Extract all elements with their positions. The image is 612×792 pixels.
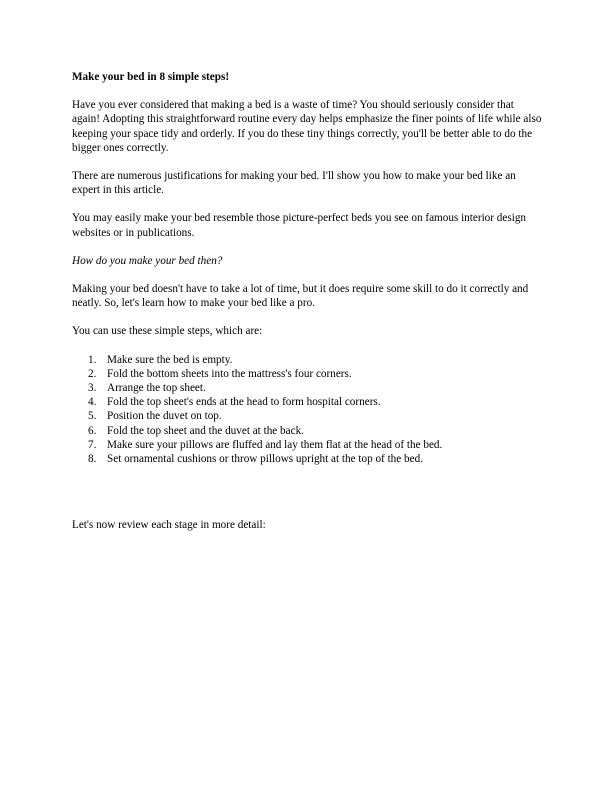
list-number: 1. bbox=[88, 353, 97, 366]
intro-paragraph: Have you ever considered that making a bed is a waste of time? You should seriously consider that again! Adopting this straightforward routine every day helps emphasize the finer points of life while also keeping your space tidy and orderly. If you do these tiny things correctly, you'll be better able to do the bigger ones correctly. bbox=[72, 99, 542, 154]
list-item bbox=[72, 353, 544, 367]
justifications-paragraph: There are numerous justifications for making your bed. I'll show you how to make your bed like an expert in this article. bbox=[72, 170, 516, 197]
list-number: 2. bbox=[88, 367, 97, 380]
list-text: Position the duvet on top. bbox=[107, 410, 222, 423]
list-number: 4. bbox=[88, 396, 97, 409]
list-number: 7. bbox=[88, 438, 97, 451]
list-item bbox=[72, 409, 544, 423]
list-item bbox=[72, 424, 544, 438]
list-number: 8. bbox=[88, 453, 97, 466]
list-text: Fold the bottom sheets into the mattress's four corners. bbox=[107, 367, 352, 380]
steps-list bbox=[72, 353, 544, 467]
list-text: Fold the top sheet and the duvet at the back. bbox=[107, 424, 304, 437]
list-number: 6. bbox=[88, 424, 97, 437]
list-text: Fold the top sheet's ends at the head to form hospital corners. bbox=[107, 396, 381, 409]
document-page bbox=[72, 70, 544, 546]
list-text: Arrange the top sheet. bbox=[107, 382, 206, 395]
question-heading: How do you make your bed then? bbox=[72, 254, 223, 267]
document-title: Make your bed in 8 simple steps! bbox=[72, 71, 230, 83]
list-item bbox=[72, 395, 544, 409]
steps-intro: You can use these simple steps, which are: bbox=[72, 325, 263, 338]
list-item bbox=[72, 438, 544, 452]
list-item bbox=[72, 381, 544, 395]
list-item bbox=[72, 452, 544, 466]
list-number: 5. bbox=[88, 410, 97, 423]
closing-paragraph: Let's now review each stage in more detail: bbox=[72, 519, 266, 532]
design-paragraph: You may easily make your bed resemble those picture-perfect beds you see on famous interior design websites or in publications. bbox=[72, 212, 527, 239]
steps-list-container bbox=[72, 353, 544, 467]
list-text: Set ornamental cushions or throw pillows upright at the top of the bed. bbox=[107, 453, 423, 466]
list-text: Make sure your pillows are fluffed and lay them flat at the head of the bed. bbox=[107, 438, 443, 451]
list-item bbox=[72, 367, 544, 381]
list-text: Make sure the bed is empty. bbox=[107, 353, 233, 366]
skill-paragraph: Making your bed doesn't have to take a lot of time, but it does require some skill to do it correctly and neatly. So, let's learn how to make your bed like a pro. bbox=[72, 283, 529, 310]
list-number: 3. bbox=[88, 382, 97, 395]
